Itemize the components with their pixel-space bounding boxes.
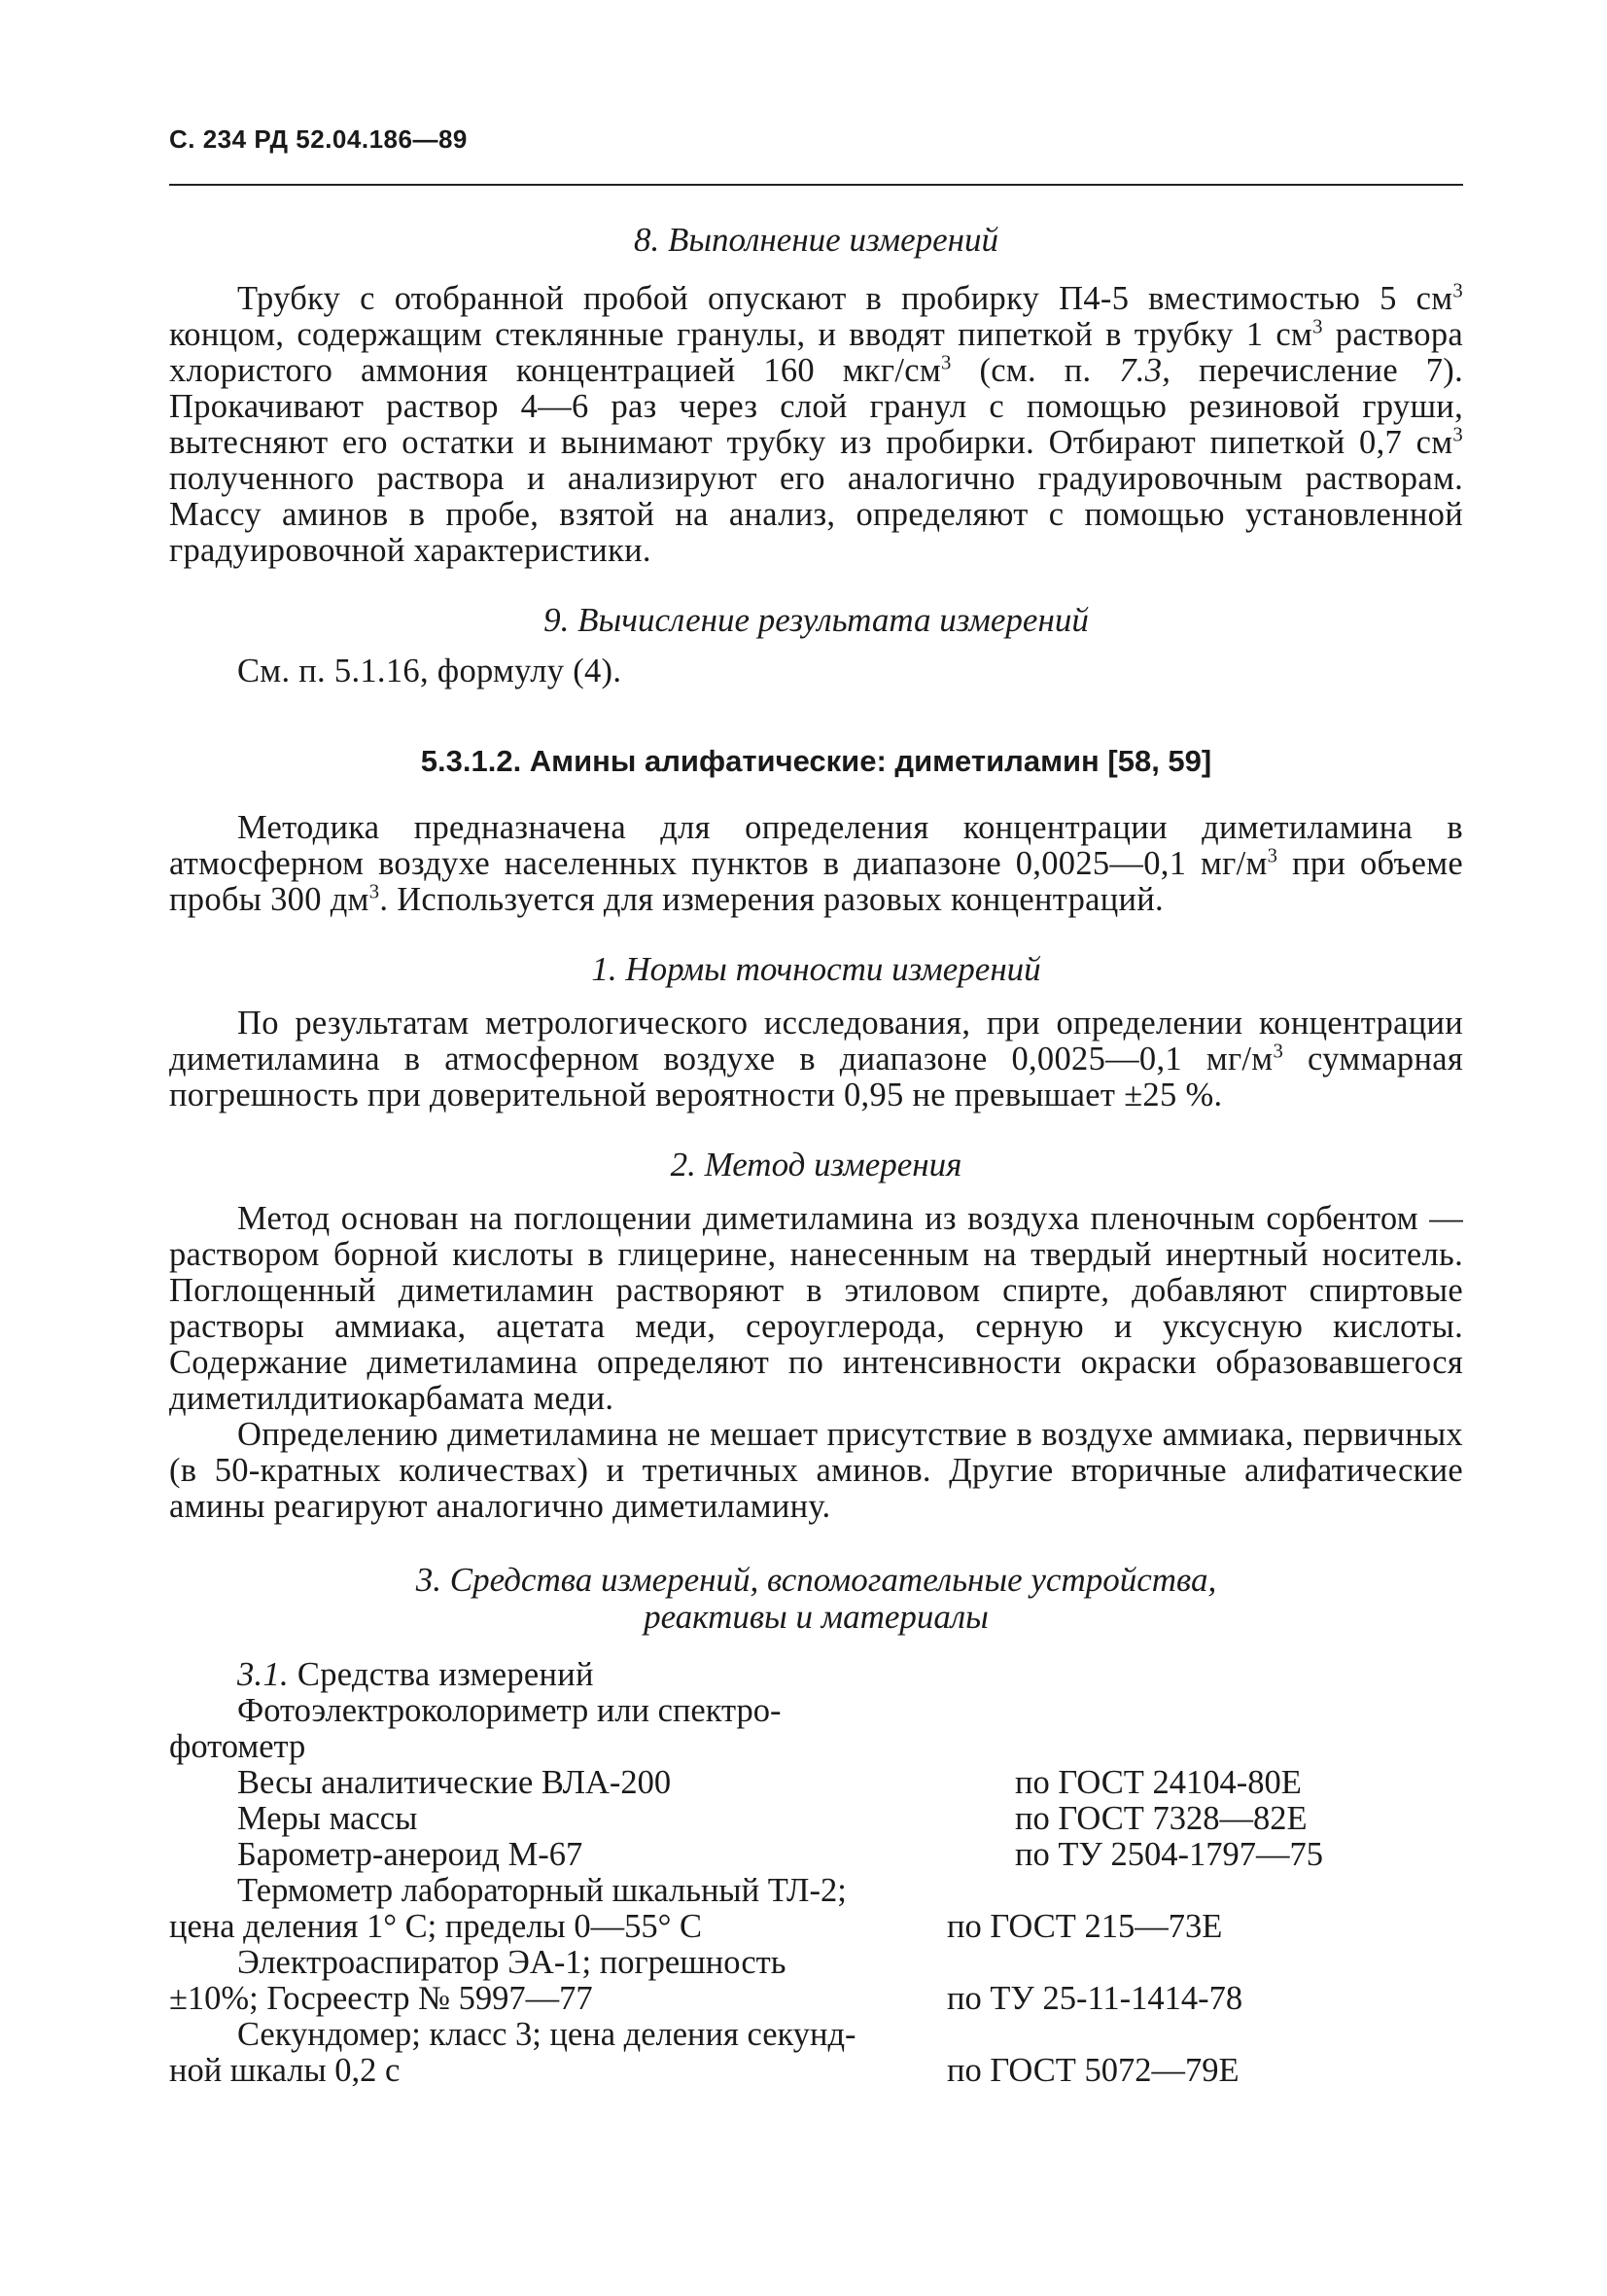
method-intro: Методика предназначена для определения концентрации диметиламина в атмосферном воздухе населенных пунктов в диапазоне 0,0025—0,1 $мг/м^3$ при объеме пробы 300 $дм^3$. Используется для измерения разовых концентраций. (169, 809, 1464, 918)
section-9-text: См. п. 5.1.16, формулу (4). (237, 653, 622, 689)
subsection-1-text: По результатам метрологического исследования, при определении концентрации диметиламина в атмосферном воздухе в диапазоне 0,0025—0,1 $мг/м^3$ суммарная погрешность при доверительной вероятности 0,95 не превышает ±25 %. (169, 1005, 1463, 1113)
section-9-heading: 9. Вычисление результата измерений (543, 601, 1089, 639)
header-rule (169, 184, 1463, 186)
running-header: С. 234 РД 52.04.186—89 (169, 124, 468, 154)
subsection-2-heading: 2. Метод измерения (670, 1146, 962, 1183)
subsection-3-heading: 3. Средства измерений, вспомогательные устройства, реактивы и материалы (415, 1561, 1217, 1636)
list-item: Меры массы по ГОСТ 7328—82Е (237, 1800, 1308, 1837)
method-heading: 5.3.1.2. Амины алифатические: диметиламин [58, 59] (420, 744, 1212, 778)
subsection-2-paragraph-2: Определению диметиламина не мешает присутствие в воздухе аммиака, первичных (в 50-кратных количествах) и третичных аминов. Другие вторичные алифатические амины реагируют аналогично диметиламину. (169, 1416, 1463, 1525)
section-8-heading: 8. Выполнение измерений (633, 221, 999, 259)
list-item-continuation: цена деления 1° С; пределы 0—55° С по ГОСТ 215—73Е (169, 1908, 1223, 1945)
subsection-3-1-title: 3.1. Средства измерений (237, 1656, 594, 1693)
list-item: Термометр лабораторный шкальный ТЛ-2; (237, 1872, 847, 1909)
list-item: Барометр-анероид М-67 по ТУ 2504-1797—75 (237, 1836, 1323, 1873)
instruments-list (169, 1693, 1463, 2089)
list-item: Электроаспиратор ЭА-1; погрешность (237, 1944, 786, 1981)
subsection-2-paragraph-1: Метод основан на поглощении диметиламина из воздуха пленочным сорбентом — раствором борной кислоты в глицерине, нанесенным на твердый инертный носитель. Поглощенный диметиламин растворяют в этиловом спирте, добавляют спиртовые растворы аммиака, ацетата меди, сероуглерода, серную и уксусную кислоты. Содержание диметиламина определяют по интенсивности окраски образовавшегося диметилдитиокарбамата меди. (169, 1200, 1463, 1417)
list-item: Фотоэлектроколориметр или спектро- (237, 1692, 782, 1729)
section-8-paragraph: Трубку с отобранной пробой опускают в пробирку П4-5 вместимостью 5 $см^3$ концом, содержащим стеклянные гранулы, и вводят пипеткой в трубку 1 $см^3$ раствора хлористого аммония концентрацией 160 мкг/$см^3$ (см. п. 7.3, перечисление 7). Прокачивают раствор 4—6 раз через слой гранул с помощью резиновой груши, вытесняют его остатки и вынимают трубку из пробирки. Отбирают пипеткой 0,7 $см^3$ полученного раствора и анализируют его аналогично градуировочным растворам. Массу аминов в пробе, взятой на анализ, определяют с помощью установленной градуировочной характеристики. (169, 280, 1464, 569)
list-item: Секундомер; класс 3; цена деления секунд- (237, 2016, 856, 2053)
subsection-1-heading: 1. Нормы точности измерений (591, 950, 1041, 988)
page-body (169, 222, 1463, 2089)
list-item-continuation: фотометр (169, 1728, 306, 1765)
list-item: Весы аналитические ВЛА-200 по ГОСТ 24104-80Е (237, 1764, 1302, 1801)
list-item-continuation: ной шкалы 0,2 с по ГОСТ 5072—79Е (169, 2052, 1240, 2089)
list-item-continuation: ±10%; Госреестр № 5997—77 по ТУ 25-11-1414-78 (169, 1980, 1243, 2017)
